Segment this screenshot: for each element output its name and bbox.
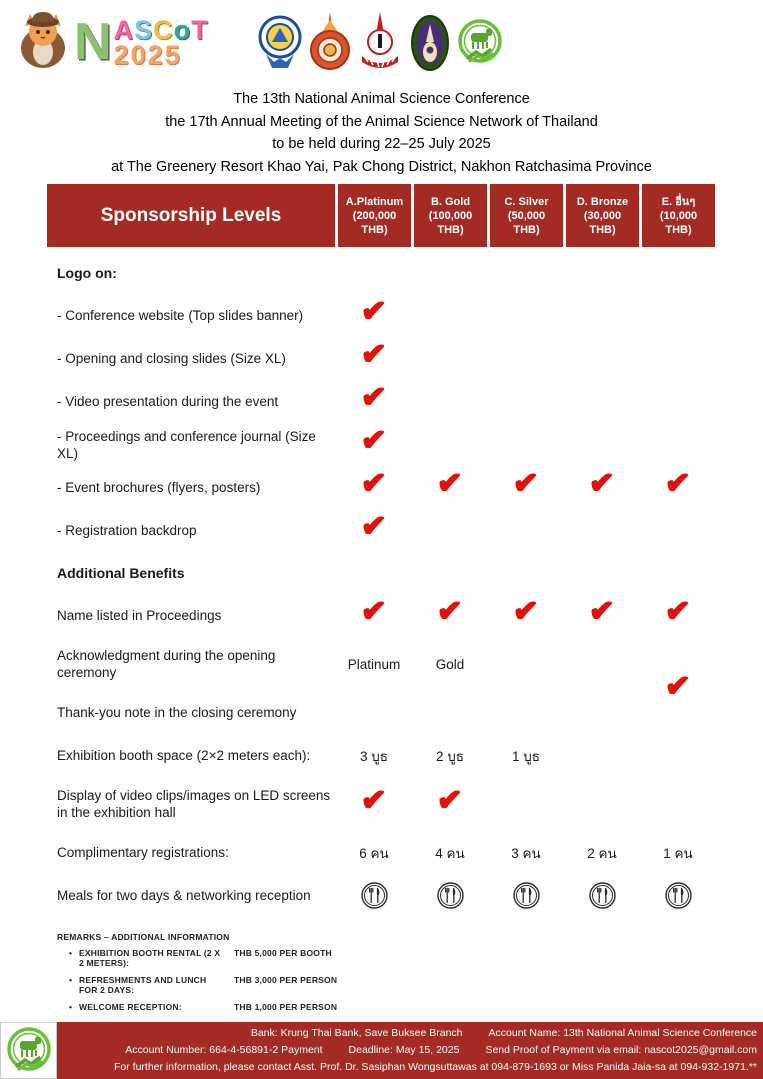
cell-value: 1 คน [663, 845, 693, 861]
meal-icon [640, 882, 716, 909]
check-icon: ✔ [360, 294, 388, 329]
remark-welcome-reception: • WELCOME RECEPTION: THB 1,000 PER PERSON [69, 1002, 338, 1012]
benefit-row [57, 509, 717, 552]
cell-value: Platinum [347, 656, 401, 672]
footer-line-contact: For further information, please contact Asst. Prof. Dr. Sasiphan Wongsuttawas at 094-879-1693 or Miss Panida Jaia-sa at 094-932-1971.** [114, 1061, 757, 1073]
table-body [57, 252, 717, 917]
sponsorship-table-header [47, 184, 715, 247]
column-bronze: D. Bronze (30,000 THB) [566, 184, 639, 247]
row-label: Complimentary registrations: [57, 845, 229, 860]
row-label: Acknowledgment during the opening ceremony [57, 648, 276, 680]
title-line-1: The 13th National Animal Science Conference [233, 91, 530, 107]
column-gold: B. Gold (100,000 THB) [414, 184, 487, 247]
benefit-row [57, 669, 717, 734]
meal-icon [488, 882, 564, 909]
title-line-2: the 17th Annual Meeting of the Animal Science Network of Thailand [165, 113, 598, 130]
footer-line-account: Account Number: 664-4-56891-2 Payment Deadline: May 15, 2025 Send Proof of Payment via email: nascot2025@gmail.com [125, 1044, 757, 1056]
bullet-icon: • [69, 975, 73, 985]
letter-n: N [74, 12, 112, 71]
animal-science-network-logo-icon [458, 12, 502, 74]
remark-refreshments: • REFRESHMENTS AND LUNCH FOR 2 DAYS: THB 3,000 PER PERSON [69, 975, 338, 995]
year-2025: 2025 [113, 39, 182, 70]
university-seal-blue-icon [258, 12, 302, 74]
benefit-row [57, 337, 717, 380]
nascot-2025-logo [16, 10, 209, 74]
logo-band [0, 8, 763, 80]
check-icon: ✔ [436, 594, 464, 629]
meal-icon [564, 882, 640, 909]
check-icon: ✔ [512, 594, 540, 629]
section-row [57, 552, 717, 594]
row-label: Meals for two days & networking reception [57, 888, 311, 903]
row-label: Display of video clips/images on LED screens in the exhibition hall [57, 788, 331, 820]
row-label: - Video presentation during the event [57, 394, 279, 409]
animal-science-network-logo-icon [5, 1025, 53, 1077]
letter-a: A [113, 14, 135, 45]
bullet-icon: • [69, 948, 73, 958]
rmut-orange-emblem-icon [308, 12, 352, 74]
benefit-row [57, 637, 717, 691]
payment-footer [0, 1022, 763, 1079]
meal-icon [336, 882, 412, 909]
check-icon: ✔ [360, 509, 388, 544]
check-icon: ✔ [436, 466, 464, 501]
check-icon: ✔ [360, 466, 388, 501]
row-label: Exhibition booth space (2×2 meters each): [57, 748, 311, 763]
column-other: E. อื่นๆ (10,000 THB) [642, 184, 715, 247]
organizer-logos [258, 12, 502, 74]
rmut-red-emblem-icon [358, 12, 402, 74]
check-icon: ✔ [512, 466, 540, 501]
section-row [57, 252, 717, 294]
footer-line-bank: Bank: Krung Thai Bank, Save Buksee Branch Account Name: 13th National Animal Science Conference [250, 1027, 757, 1039]
cell-value: 4 คน [435, 845, 465, 861]
footer-logo-box [0, 1022, 57, 1079]
row-label: Thank-you note in the closing ceremony [57, 705, 297, 720]
benefit-row [57, 594, 717, 637]
row-label: - Event brochures (flyers, posters) [57, 480, 261, 495]
letter-o: o [173, 14, 192, 45]
remarks-title: REMARKS – ADDITIONAL INFORMATION [57, 932, 230, 942]
letter-t: T [191, 14, 209, 45]
check-icon: ✔ [664, 594, 692, 629]
nascot-wordmark [74, 12, 209, 71]
benefit-row [57, 874, 717, 917]
benefit-row [57, 777, 717, 831]
remarks-section [57, 932, 337, 1019]
benefit-row [57, 466, 717, 509]
check-icon: ✔ [436, 782, 464, 818]
title-line-4: at The Greenery Resort Khao Yai, Pak Chong District, Nakhon Ratchasima Province [111, 158, 652, 175]
benefit-row [57, 294, 717, 337]
row-label: Logo on: [57, 264, 117, 281]
footer-red-band [57, 1022, 763, 1079]
cell-value: 1 บูธ [511, 748, 541, 764]
title-line-3: to be held during 22–25 July 2025 [272, 136, 491, 152]
university-seal-green-oval-icon [408, 12, 452, 74]
row-label: Name listed in Proceedings [57, 608, 222, 623]
letter-s: S [134, 14, 154, 45]
cell-value: 3 บูธ [359, 748, 389, 764]
check-icon: ✔ [588, 466, 616, 501]
sponsorship-levels-header: Sponsorship Levels [47, 184, 335, 247]
check-icon: ✔ [360, 380, 388, 415]
benefit-row [57, 380, 717, 423]
meal-icon [412, 882, 488, 909]
conference-title-block [0, 88, 763, 178]
column-platinum: A.Platinum (200,000 THB) [338, 184, 411, 247]
cell-value: Gold [435, 656, 465, 672]
column-silver: C. Silver (50,000 THB) [490, 184, 563, 247]
row-label: - Conference website (Top slides banner) [57, 308, 304, 323]
cell-value: 3 คน [511, 845, 541, 861]
cell-value: 6 คน [359, 845, 389, 861]
letter-c: C [153, 14, 174, 45]
cell-value: 2 บูธ [435, 748, 465, 764]
cat-mascot-icon [16, 10, 70, 74]
row-label: - Opening and closing slides (Size XL) [57, 351, 286, 366]
row-label: - Proceedings and conference journal (Size XL) [57, 428, 316, 461]
bullet-icon: • [69, 1002, 73, 1012]
benefit-row [57, 423, 717, 466]
check-icon: ✔ [360, 594, 388, 629]
row-label: - Registration backdrop [57, 523, 197, 538]
remark-booth-rental: • EXHIBITION BOOTH RENTAL (2 X 2 METERS): THB 5,000 PER BOOTH [69, 948, 332, 968]
check-icon: ✔ [360, 423, 388, 458]
check-icon: ✔ [360, 782, 388, 818]
benefit-row [57, 734, 717, 777]
check-icon: ✔ [588, 594, 616, 629]
check-icon: ✔ [360, 337, 388, 372]
cell-value: 2 คน [587, 845, 617, 861]
check-icon: ✔ [664, 669, 692, 704]
row-label: Additional Benefits [57, 564, 185, 581]
benefit-row [57, 831, 717, 874]
check-icon: ✔ [664, 466, 692, 501]
